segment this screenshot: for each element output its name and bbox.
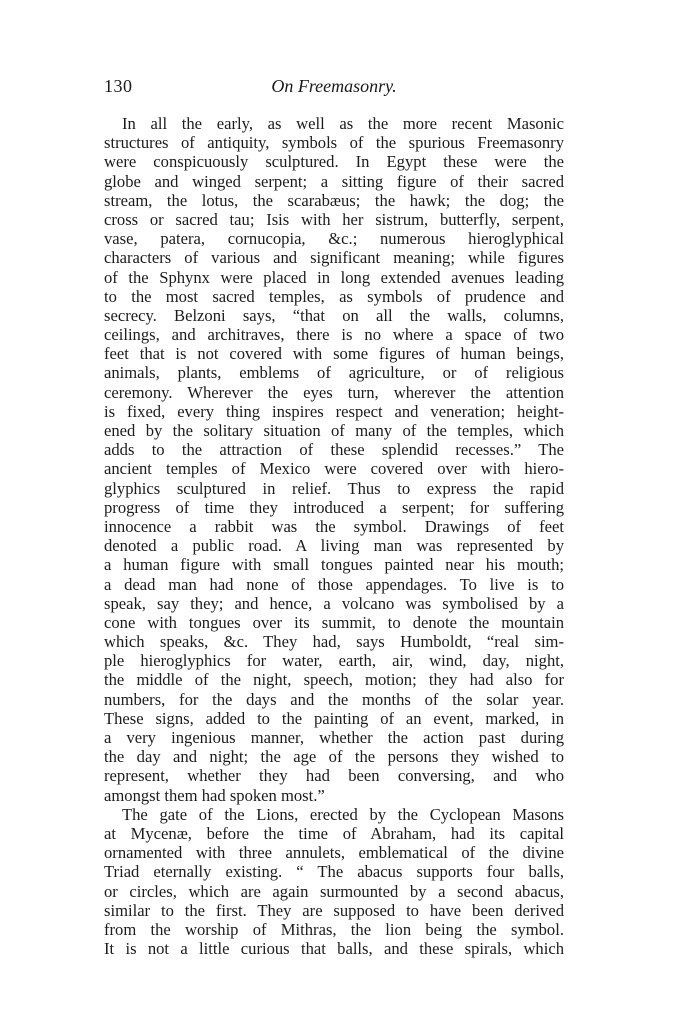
text-line: feet that is not covered with some figures of human beings, <box>104 344 564 364</box>
text-line: were conspicuously sculptured. In Egypt these were the <box>104 152 564 172</box>
text-line: It is not a little curious that balls, and these spirals, which <box>104 939 564 959</box>
text-line: a human figure with small tongues painted near his mouth; <box>104 555 564 575</box>
text-line: a very ingenious manner, whether the action past during <box>104 728 564 747</box>
text-line: the middle of the night, speech, motion; they had also for <box>104 670 564 690</box>
paragraph-2 <box>104 805 564 959</box>
text-line: of the Sphynx were placed in long extended avenues leading <box>104 267 564 287</box>
text-line: ancient temples of Mexico were covered over with hiero- <box>104 459 564 479</box>
text-line: which speaks, &c. They had, says Humboldt, “real sim- <box>104 632 564 652</box>
text-line: ple hieroglyphics for water, earth, air, wind, day, night, <box>104 651 564 671</box>
text-line: globe and winged serpent; a sitting figure of their sacred <box>104 171 564 191</box>
text-line: a dead man had none of those appendages. To live is to <box>104 574 564 594</box>
text-line: represent, whether they had been conversing, and who <box>104 766 564 786</box>
text-line: characters of various and significant meaning; while figures <box>104 248 564 268</box>
text-line: amongst them had spoken most.” <box>104 785 325 805</box>
body-text <box>104 114 564 958</box>
text-line: to the most sacred temples, as symbols of prudence and <box>104 286 564 306</box>
text-line: animals, plants, emblems of agriculture, or of religious <box>104 363 564 383</box>
text-line: speak, say they; and hence, a volcano was symbolised by a <box>104 593 564 613</box>
text-line: ened by the solitary situation of many of the temples, which <box>104 421 564 440</box>
text-line: cone with tongues over its summit, to denote the mountain <box>104 612 564 632</box>
text-line: adds to the attraction of these splendid recesses.” The <box>104 440 564 460</box>
text-line: cross or sacred tau; Isis with her sistrum, butterfly, serpent, <box>104 209 564 229</box>
text-line: Triad eternally existing. “ The abacus supports four balls, <box>104 862 564 882</box>
text-line: vase, patera, cornucopia, &c.; numerous hieroglyphical <box>104 229 564 249</box>
text-line: secrecy. Belzoni says, “that on all the walls, columns, <box>104 305 564 325</box>
text-line: In all the early, as well as the more recent Masonic <box>122 114 564 133</box>
paragraph-1 <box>104 114 564 805</box>
text-line: progress of time they introduced a serpent; for suffering <box>104 497 564 517</box>
text-line: innocence a rabbit was the symbol. Drawings of feet <box>104 516 564 536</box>
text-line: denoted a public road. A living man was represented by <box>104 536 564 556</box>
text-line: or circles, which are again surmounted by a second abacus, <box>104 881 564 901</box>
text-line: The gate of the Lions, erected by the Cyclopean Masons <box>122 804 564 824</box>
text-line: the day and night; the age of the persons they wished to <box>104 747 564 767</box>
text-line: ceilings, and architraves, there is no where a space of two <box>104 325 564 345</box>
text-line: glyphics sculptured in relief. Thus to express the rapid <box>104 478 564 498</box>
page-header <box>104 76 564 102</box>
text-line: numbers, for the days and the months of the solar year. <box>104 689 564 709</box>
text-line: ceremony. Wherever the eyes turn, wherever the attention <box>104 382 564 402</box>
text-line: from the worship of Mithras, the lion being the symbol. <box>104 919 564 939</box>
text-line: ornamented with three annulets, emblematical of the divine <box>104 843 564 863</box>
text-line: These signs, added to the painting of an event, marked, in <box>104 708 564 728</box>
text-line: structures of antiquity, symbols of the spurious Freemasonry <box>104 133 564 153</box>
running-title: On Freemasonry. <box>271 76 397 96</box>
text-line: similar to the first. They are supposed to have been derived <box>104 900 564 920</box>
text-line: at Mycenæ, before the time of Abraham, had its capital <box>104 823 564 843</box>
page-number: 130 <box>104 76 133 96</box>
text-line: stream, the lotus, the scarabæus; the hawk; the dog; the <box>104 190 564 210</box>
text-line: is fixed, every thing inspires respect and veneration; height- <box>104 401 564 421</box>
